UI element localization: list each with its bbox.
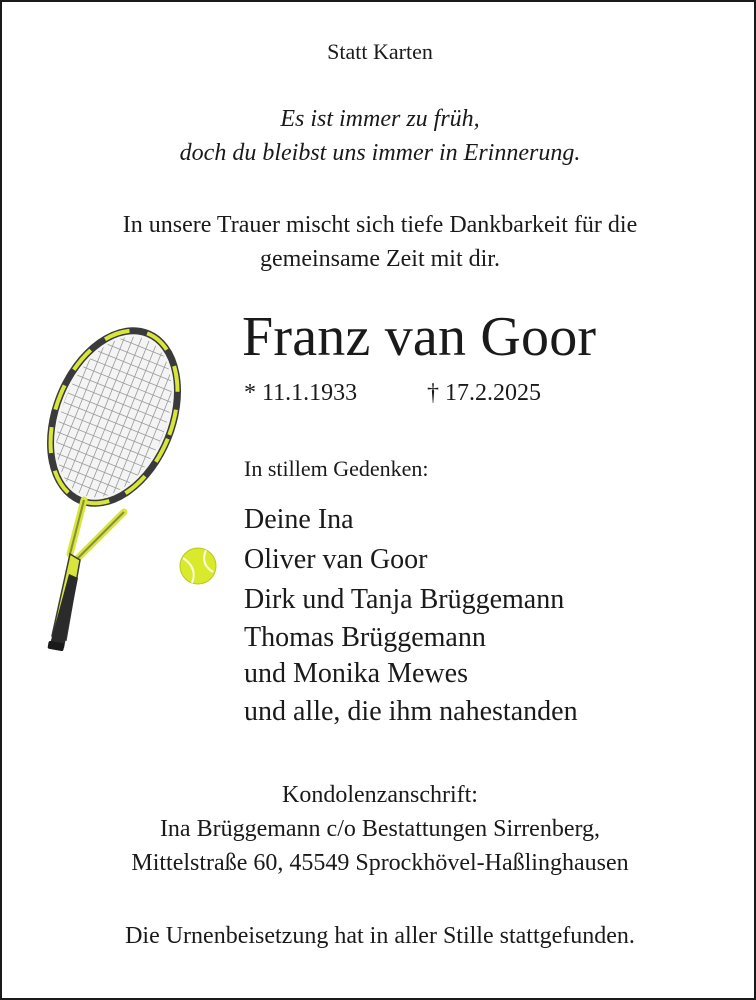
mourner-item: Deine Ina xyxy=(244,504,354,535)
mourner-item: Thomas Brüggemann xyxy=(244,622,486,653)
gedenken-label: In stillem Gedenken: xyxy=(244,456,429,481)
trauer-line-2: gemeinsame Zeit mit dir. xyxy=(260,246,500,272)
condolence-line-2: Mittelstraße 60, 45549 Sprockhövel-Haßlinghausen xyxy=(131,850,629,876)
birth-date: * 11.1.1933 xyxy=(244,380,358,406)
mourner-item: Dirk und Tanja Brüggemann xyxy=(244,584,565,615)
trauer-line-1: In unsere Trauer mischt sich tiefe Dankbarkeit für die xyxy=(122,212,638,238)
condolence-heading: Kondolenzanschrift: xyxy=(282,782,478,808)
tennis-racket-icon xyxy=(32,322,213,651)
mourner-item: und alle, die ihm nahestanden xyxy=(244,696,578,727)
death-date: † 17.2.2025 xyxy=(427,380,541,406)
tennis-ball-icon xyxy=(180,548,216,584)
motto xyxy=(2,102,756,170)
motto-line-1: Es ist immer zu früh, xyxy=(280,106,480,132)
tennis-illustration xyxy=(32,322,232,662)
mourner-item: und Monika Mewes xyxy=(244,658,468,689)
life-dates xyxy=(244,378,541,408)
header-text: Statt Karten xyxy=(327,39,433,64)
mourner-item: Oliver van Goor xyxy=(244,544,428,575)
condolence-address xyxy=(2,778,756,880)
deceased-name: Franz van Goor xyxy=(242,306,597,368)
mourners-list xyxy=(244,500,578,732)
motto-line-2: doch du bleibst uns immer in Erinnerung. xyxy=(179,140,581,166)
footer-text: Die Urnenbeisetzung hat in aller Stille stattgefunden. xyxy=(125,923,635,949)
trauer-text xyxy=(2,208,756,276)
condolence-line-1: Ina Brüggemann c/o Bestattungen Sirrenberg, xyxy=(159,816,601,842)
